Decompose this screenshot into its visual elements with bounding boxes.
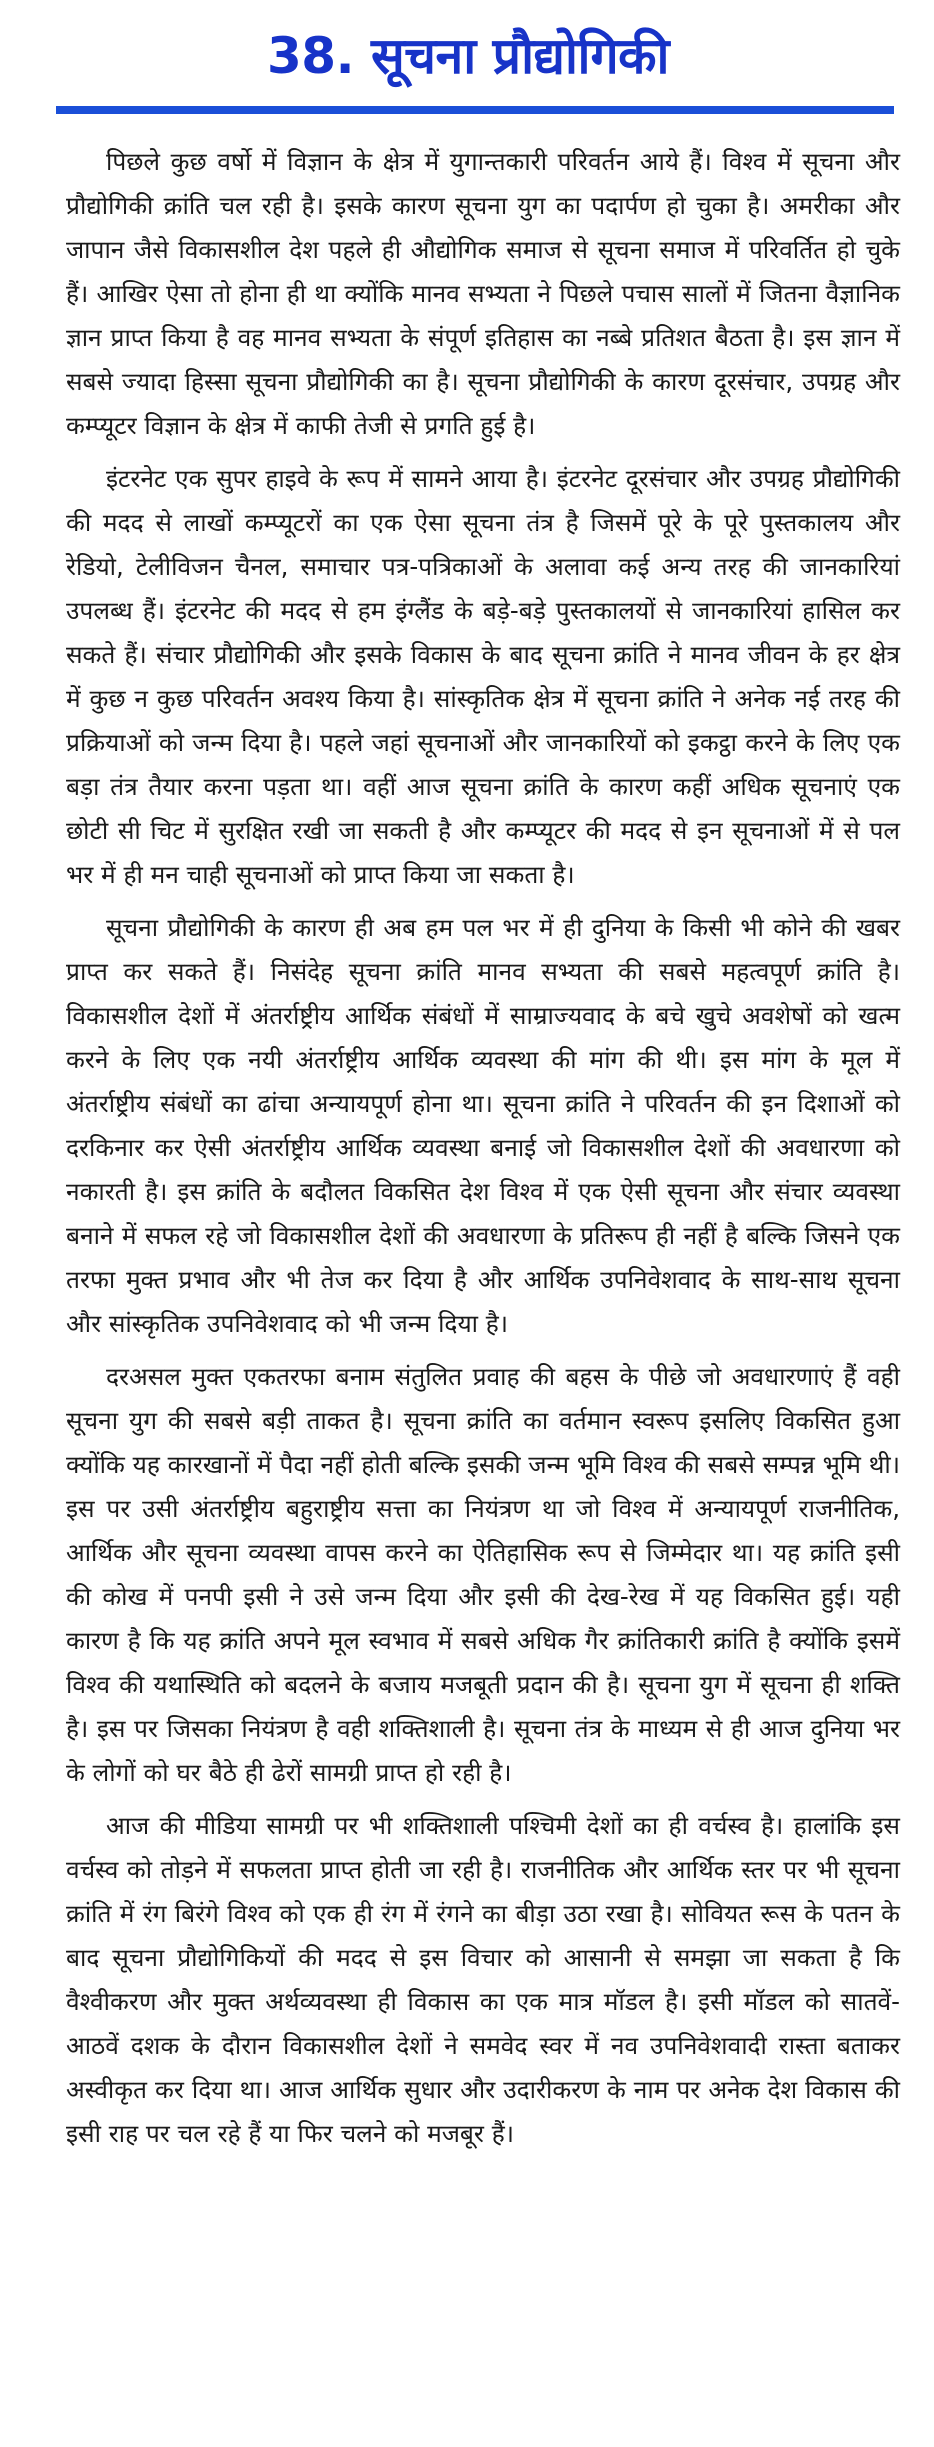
title-block (46, 0, 890, 84)
paragraph-3: सूचना प्रौद्योगिकी के कारण ही अब हम पल भर में ही दुनिया के किसी भी कोने की खबर प्राप्त कर सकते हैं। निसंदेह सूचना क्रांति मानव सभ्यता की सबसे महत्वपूर्ण क्रांति है। विकासशील देशों में अंतर्राष्ट्रीय आर्थिक संबंधों में साम्राज्यवाद के बचे खुचे अवशेषों को खत्म करने के लिए एक नयी अंतर्राष्ट्रीय आर्थिक व्यवस्था की मांग की थी। इस मांग के मूल में अंतर्राष्ट्रीय संबंधों का ढांचा अन्यायपूर्ण होना था। सूचना क्रांति ने परिवर्तन की इन दिशाओं को दरकिनार कर ऐसी अंतर्राष्ट्रीय आर्थिक व्यवस्था बनाई जो विकासशील देशों की अवधारणा को नकारती है। इस क्रांति के बदौलत विकसित देश विश्व में एक ऐसी सूचना और संचार व्यवस्था बनाने में सफल रहे जो विकासशील देशों की अवधारणा के प्रतिरूप ही नहीं है बल्कि जिसने एक तरफा मुक्त प्रभाव और भी तेज कर दिया है और आर्थिक उपनिवेशवाद के साथ-साथ सूचना और सांस्कृतिक उपनिवेशवाद को भी जन्म दिया है। (66, 913, 900, 1338)
title-divider (56, 106, 894, 114)
paragraph-5: आज की मीडिया सामग्री पर भी शक्तिशाली पश्चिमी देशों का ही वर्चस्व है। हालांकि इस वर्चस्व को तोड़ने में सफलता प्राप्त होती जा रही है। राजनीतिक और आर्थिक स्तर पर भी सूचना क्रांति में रंग बिरंगे विश्व को एक ही रंग में रंगने का बीड़ा उठा रखा है। सोवियत रूस के पतन के बाद सूचना प्रौद्योगिकियों की मदद से इस विचार को आसानी से समझा जा सकता है कि वैश्वीकरण और मुक्त अर्थव्यवस्था ही विकास का एक मात्र मॉडल है। इसी मॉडल को सातवें-आठवें दशक के दौरान विकासशील देशों ने समवेद स्वर में नव उपनिवेशवादी रास्ता बताकर अस्वीकृत कर दिया था। आज आर्थिक सुधार और उदारीकरण के नाम पर अनेक देश विकास की इसी राह पर चल रहे हैं या फिर चलने को मजबूर हैं। (66, 1811, 900, 2148)
paragraph-2: इंटरनेट एक सुपर हाइवे के रूप में सामने आया है। इंटरनेट दूरसंचार और उपग्रह प्रौद्योगिकी की मदद से लाखों कम्प्यूटरों का एक ऐसा सूचना तंत्र है जिसमें पूरे के पूरे पुस्तकालय और रेडियो, टेलीविजन चैनल, समाचार पत्र-पत्रिकाओं के अलावा कई अन्य तरह की जानकारियां उपलब्ध हैं। इंटरनेट की मदद से हम इंग्लैंड के बड़े-बड़े पुस्तकालयों से जानकारियां हासिल कर सकते हैं। संचार प्रौद्योगिकी और इसके विकास के बाद सूचना क्रांति ने मानव जीवन के हर क्षेत्र में कुछ न कुछ परिवर्तन अवश्य किया है। सांस्कृतिक क्षेत्र में सूचना क्रांति ने अनेक नई तरह की प्रक्रियाओं को जन्म दिया है। पहले जहां सूचनाओं और जानकारियों को इकट्ठा करने के लिए एक बड़ा तंत्र तैयार करना पड़ता था। वहीं आज सूचना क्रांति के कारण कहीं अधिक सूचनाएं एक छोटी सी चिट में सुरक्षित रखी जा सकती है और कम्प्यूटर की मदद से इन सूचनाओं में से पल भर में ही मन चाही सूचनाओं को प्राप्त किया जा सकता है। (66, 464, 900, 889)
essay-body (46, 140, 900, 2156)
paragraph-4: दरअसल मुक्त एकतरफा बनाम संतुलित प्रवाह की बहस के पीछे जो अवधारणाएं हैं वही सूचना युग की सबसे बड़ी ताकत है। सूचना क्रांति का वर्तमान स्वरूप इसलिए विकसित हुआ क्योंकि यह कारखानों में पैदा नहीं होती बल्कि इसकी जन्म भूमि विश्व की सबसे सम्पन्न भूमि थी। इस पर उसी अंतर्राष्ट्रीय बहुराष्ट्रीय सत्ता का नियंत्रण था जो विश्व में अन्यायपूर्ण राजनीतिक, आर्थिक और सूचना व्यवस्था वापस करने का ऐतिहासिक रूप से जिम्मेदार था। यह क्रांति इसी की कोख में पनपी इसी ने उसे जन्म दिया और इसी की देख-रेख में यह विकसित हुई। यही कारण है कि यह क्रांति अपने मूल स्वभाव में सबसे अधिक गैर क्रांतिकारी क्रांति है क्योंकि इसमें विश्व की यथास्थिति को बदलने के बजाय मजबूती प्रदान की है। सूचना युग में सूचना ही शक्ति है। इस पर जिसका नियंत्रण है वही शक्तिशाली है। सूचना तंत्र के माध्यम से ही आज दुनिया भर के लोगों को घर बैठे ही ढेरों सामग्री प्राप्त हो रही है। (66, 1362, 900, 1787)
paragraph-1: पिछले कुछ वर्षो में विज्ञान के क्षेत्र में युगान्तकारी परिवर्तन आये हैं। विश्व में सूचना और प्रौद्योगिकी क्रांति चल रही है। इसके कारण सूचना युग का पदार्पण हो चुका है। अमरीका और जापान जैसे विकासशील देश पहले ही औद्योगिक समाज से सूचना समाज में परिवर्तित हो चुके हैं। आखिर ऐसा तो होना ही था क्योंकि मानव सभ्यता ने पिछले पचास सालों में जितना वैज्ञानिक ज्ञान प्राप्त किया है वह मानव सभ्यता के संपूर्ण इतिहास का नब्बे प्रतिशत बैठता है। इस ज्ञान में सबसे ज्यादा हिस्सा सूचना प्रौद्योगिकी का है। सूचना प्रौद्योगिकी के कारण दूरसंचार, उपग्रह और कम्प्यूटर विज्ञान के क्षेत्र में काफी तेजी से प्रगति हुई है। (66, 147, 900, 440)
page-title: 38. सूचना प्रौद्योगिकी (267, 27, 669, 85)
